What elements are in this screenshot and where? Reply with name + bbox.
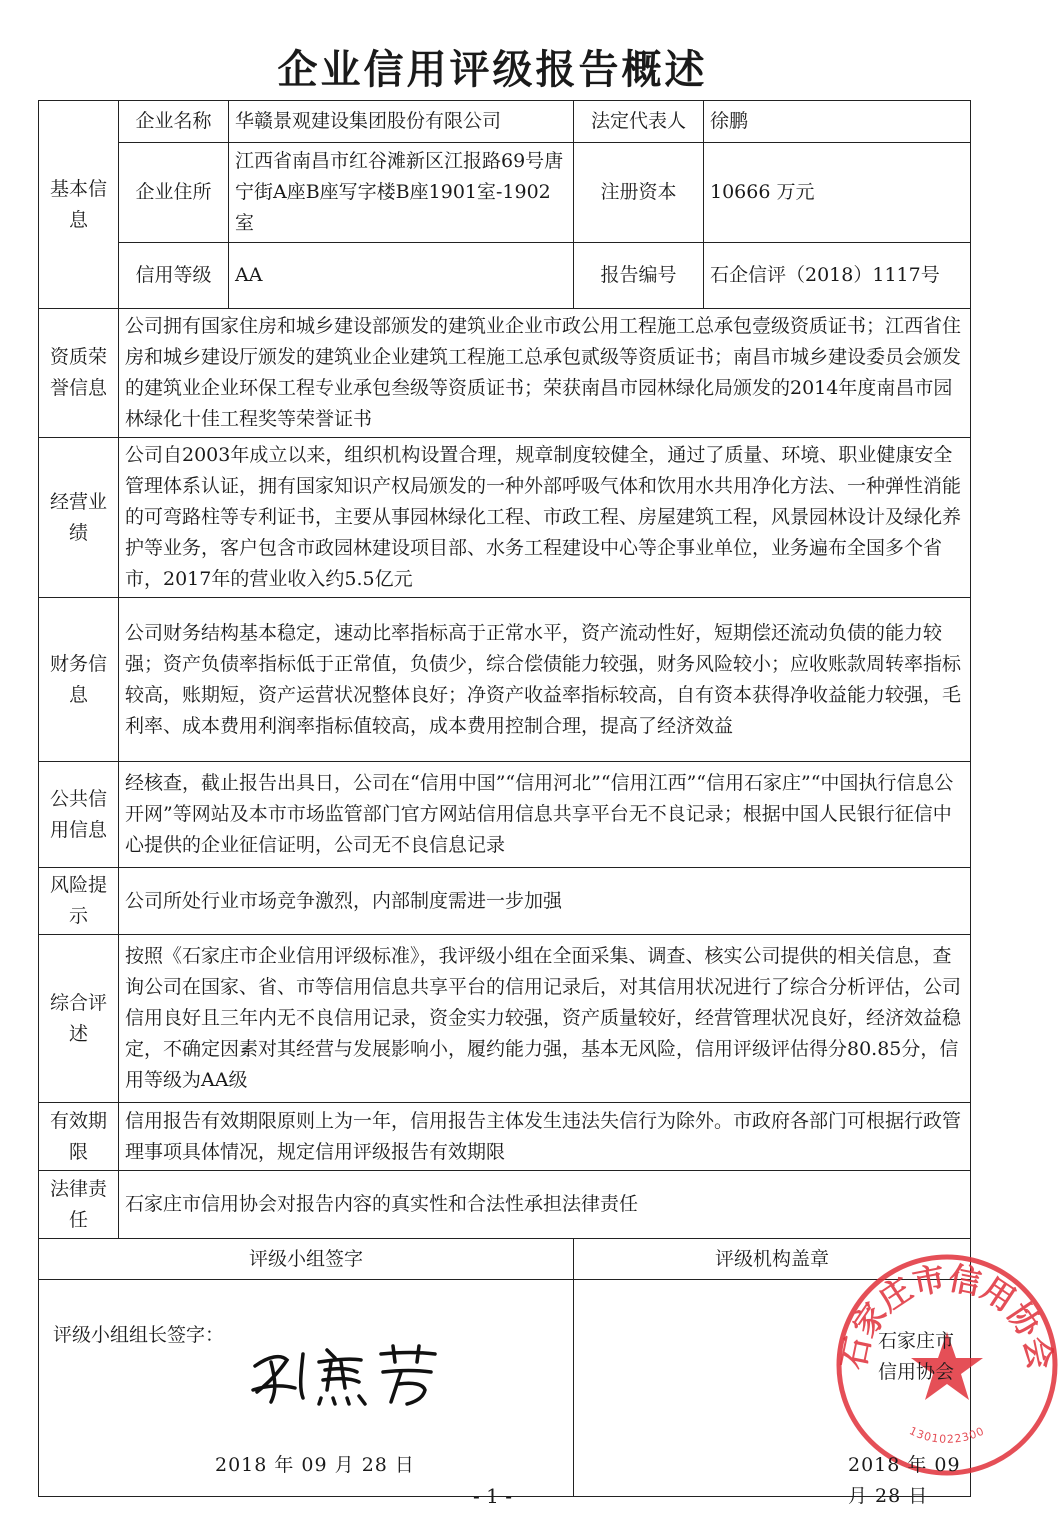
rating-label: 信用等级 — [119, 243, 229, 309]
org-seal-header: 评级机构盖章 — [574, 1239, 971, 1280]
qualification-label: 资质荣誉信息 — [39, 309, 119, 438]
row-evaluation — [39, 935, 971, 1103]
group-sign-date: 2018 年 09 月 28 日 — [215, 1454, 415, 1476]
legal-text: 石家庄市信用协会对报告内容的真实性和合法性承担法律责任 — [119, 1171, 971, 1239]
row-rating — [39, 243, 971, 309]
capital-label: 注册资本 — [574, 143, 704, 243]
finance-label: 财务信息 — [39, 598, 119, 762]
section-basic-info-label: 基本信息 — [49, 177, 107, 231]
evaluation-label: 综合评述 — [39, 935, 119, 1103]
legal-label: 法律责任 — [39, 1171, 119, 1239]
row-address — [39, 143, 971, 243]
public-credit-text: 经核查，截止报告出具日，公司在“信用中国”“信用河北”“信用江西”“信用石家庄”“中国执行信息公开网”等网站及本市市场监管部门官方网站信用信息共享平台无不良记录；根据中国人民银行征信中心提供的企业征信证明，公司无不良信息记录 — [119, 762, 971, 868]
rating-value: AA — [229, 243, 574, 309]
row-validity — [39, 1103, 971, 1171]
group-sign-box — [39, 1280, 574, 1497]
public-credit-label: 公共信用信息 — [39, 762, 119, 868]
evaluation-text: 按照《石家庄市企业信用评级标准》，我评级小组在全面采集、调查、核实公司提供的相关信息，查询公司在国家、省、市等信用信息共享平台的信用记录后，对其信用状况进行了综合分析评估，公司信用良好且三年内无不良信用记录，资金实力较强，资产质量较好，经营管理状况良好，经济效益稳定，不确定因素对其经营与发展影响小，履约能力强，基本无风险，信用评级评估得分80.85分，信用等级为AA级 — [119, 935, 971, 1103]
row-public-credit — [39, 762, 971, 868]
group-sign-header: 评级小组签字 — [39, 1239, 574, 1280]
report-no-value: 石企信评（2018）1117号 — [704, 243, 971, 309]
seal-code: 1301022300 — [907, 1424, 987, 1446]
org-name: 石家庄市信用协会 — [878, 1330, 955, 1383]
legal-rep-value: 徐鹏 — [704, 101, 971, 143]
row-performance — [39, 438, 971, 598]
leader-sign-label: 评级小组组长签字： — [53, 1324, 225, 1346]
validity-text: 信用报告有效期限原则上为一年，信用报告主体发生违法失信行为除外。市政府各部门可根据行政管理事项具体情况，规定信用评级报告有效期限 — [119, 1103, 971, 1171]
row-company-name — [39, 101, 971, 143]
validity-label: 有效期限 — [39, 1103, 119, 1171]
org-seal-date: 2018 年 09 月 28 日 — [848, 1454, 961, 1507]
performance-text: 公司自2003年成立以来，组织机构设置合理，规章制度较健全，通过了质量、环境、职业健康安全管理体系认证，拥有国家知识产权局颁发的一种外部呼吸气体和饮用水共用净化方法、一种弹性消能的可弯路柱等专利证书，主要从事园林绿化工程、市政工程、房屋建筑工程，风景园林设计及绿化养护等业务，客户包含市政园林建设项目部、水务工程建设中心等企事业单位，业务遍布全国多个省市，2017年的营业收入约5.5亿元 — [119, 438, 971, 598]
capital-value: 10666 万元 — [704, 143, 971, 243]
company-name-label: 企业名称 — [119, 101, 229, 143]
page-number: - 1 - — [473, 1484, 512, 1508]
handwritten-signature — [241, 1332, 451, 1412]
row-qualification — [39, 309, 971, 438]
report-no-label: 报告编号 — [574, 243, 704, 309]
risk-text: 公司所处行业市场竞争激烈，内部制度需进一步加强 — [119, 868, 971, 935]
company-name-value: 华赣景观建设集团股份有限公司 — [229, 101, 574, 143]
row-legal — [39, 1171, 971, 1239]
risk-label: 风险提示 — [39, 868, 119, 935]
svg-text:1301022300 — [907, 1424, 987, 1446]
row-finance — [39, 598, 971, 762]
address-label: 企业住所 — [119, 143, 229, 243]
row-sign-header — [39, 1239, 971, 1280]
seal-text: 石家庄市信用协会 — [834, 1258, 1060, 1373]
finance-text: 公司财务结构基本稳定，速动比率指标高于正常水平，资产流动性好，短期偿还流动负债的能力较强；资产负债率指标低于正常值，负债少，综合偿债能力较强，财务风险较小；应收账款周转率指标较高，账期短，资产运营状况整体良好；净资产收益率指标较高，自有资本获得净收益能力较强，毛利率、成本费用利润率指标值较高，成本费用控制合理，提高了经济效益 — [119, 598, 971, 762]
row-risk — [39, 868, 971, 935]
legal-rep-label: 法定代表人 — [574, 101, 704, 143]
row-sign-body — [39, 1280, 971, 1497]
page-title: 企业信用评级报告概述 — [277, 47, 708, 93]
address-value: 江西省南昌市红谷滩新区江报路69号唐宁街A座B座写字楼B座1901室-1902室 — [229, 143, 574, 243]
section-basic-info — [39, 101, 119, 309]
report-table — [38, 100, 1060, 1507]
qualification-text: 公司拥有国家住房和城乡建设部颁发的建筑业企业市政公用工程施工总承包壹级资质证书；江西省住房和城乡建设厅颁发的建筑业企业建筑工程施工总承包贰级等资质证书；南昌市城乡建设委员会颁发的建筑业企业环保工程专业承包叁级等资质证书；荣获南昌市园林绿化局颁发的2014年度南昌市园林绿化十佳工程奖等荣誉证书 — [119, 309, 971, 438]
performance-label: 经营业绩 — [39, 438, 119, 598]
